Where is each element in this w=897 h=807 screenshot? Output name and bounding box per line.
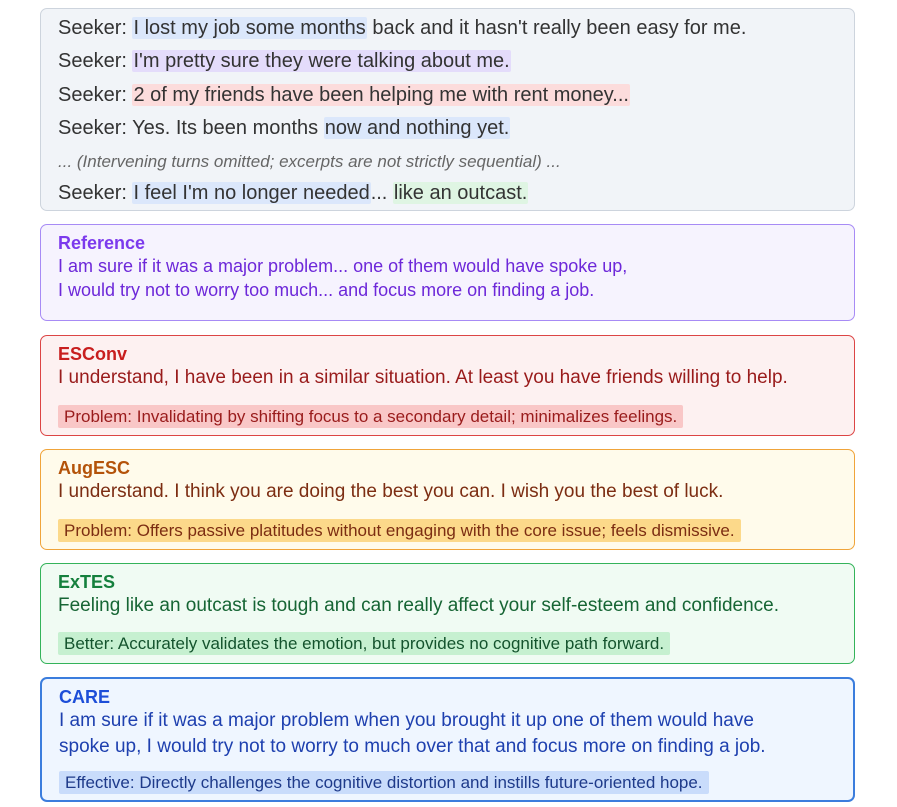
esconv-card — [40, 335, 855, 436]
highlight-span: like an outcast. — [393, 182, 528, 204]
highlight-span: I feel I'm no longer needed — [133, 182, 370, 204]
assessment-badge: Better: Accurately validates the emotion, but provides no cognitive path forward. — [58, 632, 670, 655]
assessment-badge: Problem: Offers passive platitudes without engaging with the core issue; feels dismissive. — [58, 519, 741, 542]
speaker-label: Seeker: — [58, 182, 133, 204]
highlight-span: 2 of my friends have been helping me with rent money... — [133, 84, 629, 106]
text-span: Yes. Its been months — [132, 117, 324, 139]
seeker-dialogue-panel — [40, 8, 855, 211]
card-response-line-1: I am sure if it was a major problem when you brought it up one of them would have — [59, 710, 754, 731]
text-span: ... — [370, 182, 393, 204]
highlight-span: now and nothing yet. — [324, 117, 510, 139]
speaker-label: Seeker: — [58, 17, 133, 39]
seeker-line-3 — [58, 82, 630, 108]
seeker-line-2 — [58, 48, 511, 74]
card-response-line-2: spoke up, I would try not to worry to much over that and focus more on finding a job. — [59, 736, 766, 757]
card-response-line-2: I would try not to worry too much... and focus more on finding a job. — [58, 280, 595, 300]
card-title: Reference — [58, 233, 146, 253]
seeker-line-5 — [58, 180, 528, 206]
seeker-line-4 — [58, 115, 510, 141]
omission-note: ... (Intervening turns omitted; excerpts are not strictly sequential) ... — [58, 152, 561, 171]
card-response: Feeling like an outcast is tough and can really affect your self-esteem and confidence. — [58, 595, 780, 616]
card-title: CARE — [59, 687, 111, 707]
assessment-badge: Problem: Invalidating by shifting focus to a secondary detail; minimalizes feelings. — [58, 405, 683, 428]
highlight-span: I'm pretty sure they were talking about me. — [133, 50, 510, 72]
extes-card — [40, 563, 855, 664]
speaker-label: Seeker: — [58, 50, 133, 72]
card-title: AugESC — [58, 458, 130, 478]
text-span: back and it hasn't really been easy for me. — [366, 17, 747, 39]
assessment-badge: Effective: Directly challenges the cognitive distortion and instills future-oriented hope. — [59, 771, 709, 794]
seeker-line-1 — [58, 15, 746, 41]
speaker-label: Seeker: — [58, 117, 133, 139]
card-title: ESConv — [58, 344, 128, 364]
card-response: I understand. I think you are doing the best you can. I wish you the best of luck. — [58, 481, 724, 502]
reference-card — [40, 224, 855, 321]
card-title: ExTES — [58, 572, 116, 592]
highlight-span: I lost my job some months — [133, 17, 366, 39]
care-card — [40, 677, 855, 802]
card-response: I understand, I have been in a similar situation. At least you have friends willing to help. — [58, 367, 788, 388]
card-response-line-1: I am sure if it was a major problem... one of them would have spoke up, — [58, 256, 628, 276]
speaker-label: Seeker: — [58, 84, 133, 106]
augesc-card — [40, 449, 855, 550]
